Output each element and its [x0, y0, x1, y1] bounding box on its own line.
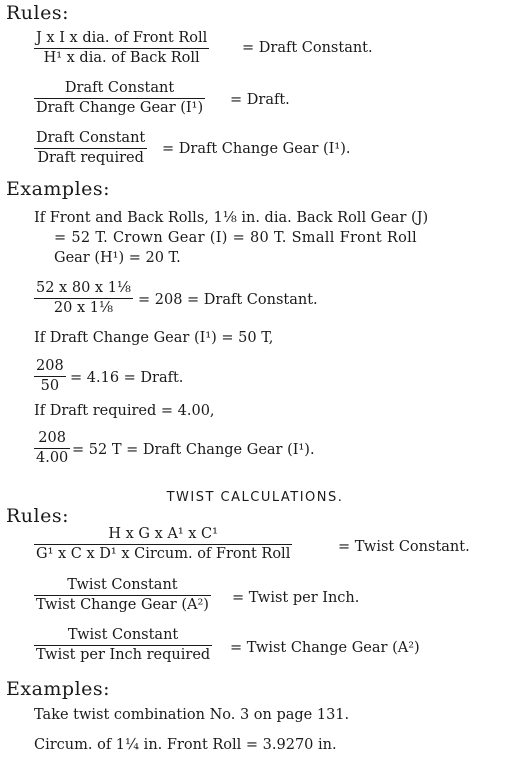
twist-rule-1-result: = Twist Constant. — [338, 539, 470, 555]
fraction-numerator: Twist Constant — [34, 577, 211, 596]
rules-heading: Rules: — [6, 2, 70, 24]
fraction-numerator: H x G x A¹ x C¹ — [34, 526, 292, 545]
fraction-denominator: 4.00 — [36, 450, 69, 466]
fraction-numerator: 208 — [34, 430, 70, 449]
fraction-denominator: Draft required — [37, 150, 144, 166]
example-text-line: If Front and Back Rolls, 1⅛ in. dia. Back Roll Gear (J) — [34, 210, 429, 226]
draft-calc-3-result: = 52 T = Draft Change Gear (I¹). — [72, 442, 315, 458]
draft-calc-2-fraction — [34, 358, 66, 395]
fraction-denominator: 20 x 1⅛ — [53, 300, 114, 316]
fraction-denominator: 50 — [40, 378, 60, 394]
twist-rule-2-result: = Twist per Inch. — [232, 590, 360, 606]
example-text-line: If Draft required = 4.00, — [34, 403, 215, 419]
twist-rule-3-fraction — [34, 627, 212, 664]
example-text-line: Gear (H¹) = 20 T. — [54, 250, 181, 266]
example-text-line: Take twist combination No. 3 on page 131. — [34, 707, 350, 723]
fraction-denominator: Twist per Inch required — [36, 647, 211, 663]
draft-calc-3-fraction — [34, 430, 70, 467]
rules-heading: Rules: — [6, 505, 70, 527]
draft-rule-2-fraction — [34, 80, 205, 117]
example-text-line: = 52 T. Crown Gear (I) = 80 T. Small Front Roll — [54, 230, 417, 246]
fraction-denominator: Draft Change Gear (I¹) — [36, 100, 204, 116]
fraction-denominator: H¹ x dia. of Back Roll — [43, 50, 200, 66]
fraction-denominator: Twist Change Gear (A²) — [36, 597, 209, 613]
draft-rule-1-fraction — [34, 30, 209, 67]
section-title: TWIST CALCULATIONS. — [166, 490, 344, 505]
fraction-numerator: Draft Constant — [34, 130, 147, 149]
fraction-numerator: Twist Constant — [34, 627, 212, 646]
twist-rule-3-result: = Twist Change Gear (A²) — [230, 640, 420, 656]
example-text-line: If Draft Change Gear (I¹) = 50 T, — [34, 330, 274, 346]
example-text-line: Circum. of 1¼ in. Front Roll = 3.9270 in. — [34, 737, 337, 753]
twist-rule-1-fraction — [34, 526, 292, 563]
draft-rule-3-fraction — [34, 130, 147, 167]
fraction-numerator: 208 — [34, 358, 66, 377]
fraction-numerator: 52 x 80 x 1⅛ — [34, 280, 133, 299]
draft-calc-1-fraction — [34, 280, 133, 317]
draft-rule-3-result: = Draft Change Gear (I¹). — [162, 141, 351, 157]
fraction-numerator: Draft Constant — [34, 80, 205, 99]
draft-calc-1-result: = 208 = Draft Constant. — [138, 292, 318, 308]
fraction-numerator: J x I x dia. of Front Roll — [34, 30, 209, 49]
draft-rule-2-result: = Draft. — [230, 92, 290, 108]
fraction-denominator: G¹ x C x D¹ x Circum. of Front Roll — [36, 546, 291, 562]
draft-rule-1-result: = Draft Constant. — [242, 40, 373, 56]
draft-calc-2-result: = 4.16 = Draft. — [70, 370, 184, 386]
twist-rule-2-fraction — [34, 577, 211, 614]
examples-heading: Examples: — [6, 678, 111, 700]
examples-heading: Examples: — [6, 178, 111, 200]
